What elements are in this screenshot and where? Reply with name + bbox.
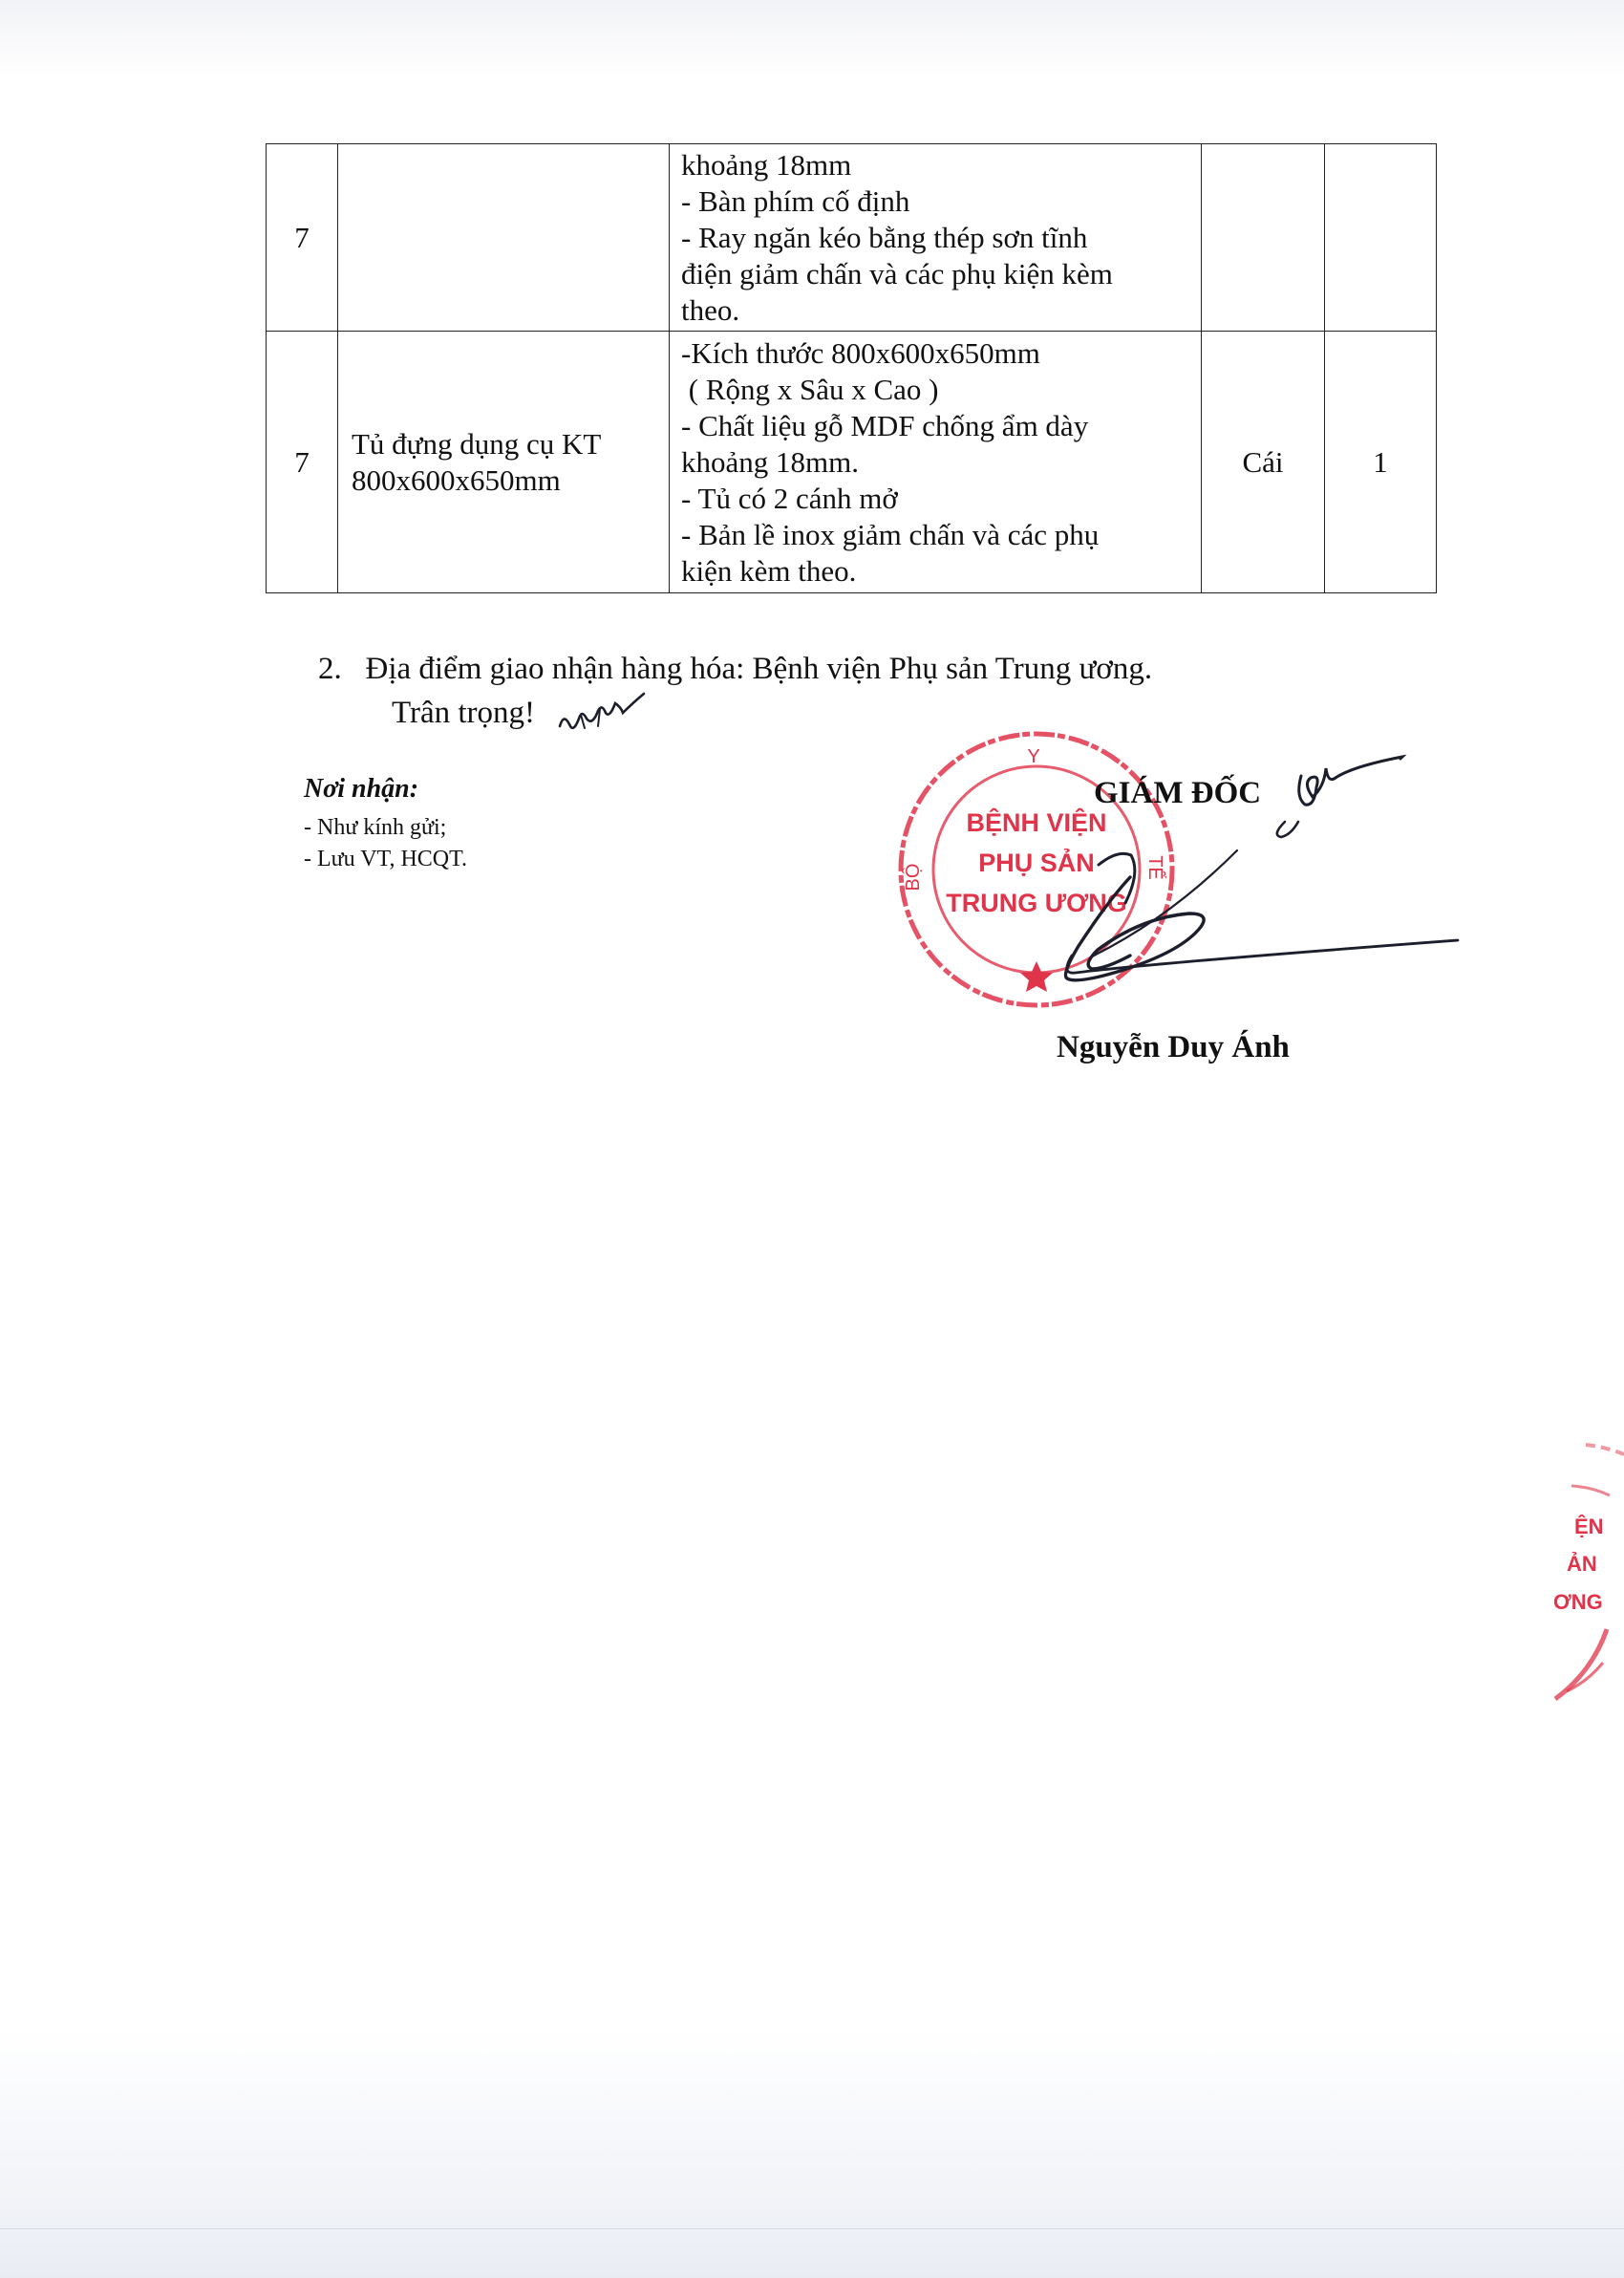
seal-line-2: PHỤ SẢN (978, 849, 1095, 877)
director-signature (1066, 757, 1459, 980)
seal-line-3: TRUNG ƯƠNG (946, 889, 1127, 917)
row-number-cell: 7 (267, 144, 338, 332)
recipient-item: - Lưu VT, HCQT. (304, 847, 467, 871)
spec-line: - Ray ngăn kéo bằng thép sơn tĩnh (681, 220, 1088, 254)
unit-cell: Cái (1202, 332, 1325, 593)
partial-seal-text: ƠNG (1553, 1590, 1603, 1614)
closing-regards: Trân trọng! (392, 696, 536, 730)
item-name-line: Tủ đựng dụng cụ KT (352, 426, 602, 461)
partial-seal-text: ỆN (1574, 1515, 1604, 1538)
recipient-item: - Như kính gửi; (304, 815, 447, 840)
quantity-cell: 1 (1325, 332, 1437, 593)
spec-line: kiện kèm theo. (681, 553, 857, 588)
row-number-cell: 7 (267, 332, 338, 593)
spec-line: - Tủ có 2 cánh mở (681, 481, 898, 515)
seal-top-letter: Y (1027, 746, 1040, 767)
seal-right-text: TẾ (1144, 855, 1165, 880)
seal-left-text: BỘ (903, 863, 924, 892)
director-title: GIÁM ĐỐC (1094, 776, 1262, 810)
spec-line: ( Rộng x Sâu x Cao ) (681, 372, 939, 406)
spec-line: khoảng 18mm. (681, 444, 859, 479)
spec-line: điện giảm chấn và các phụ kiện kèm (681, 256, 1113, 290)
seal-line-1: BỆNH VIỆN (966, 808, 1107, 837)
recipients-title: Nơi nhận: (304, 774, 419, 804)
spec-line: - Chất liệu gỗ MDF chống ẩm dày (681, 408, 1089, 442)
spec-line: -Kích thước 800x600x650mm (681, 335, 1040, 370)
spec-line: - Bản lề inox giảm chấn và các phụ (681, 517, 1100, 551)
partial-seal-text: ẢN (1567, 1552, 1597, 1576)
spec-line: theo. (681, 292, 740, 327)
spec-line: - Bàn phím cố định (681, 183, 910, 218)
spec-line: khoảng 18mm (681, 147, 852, 182)
signer-name: Nguyễn Duy Ánh (1057, 1030, 1290, 1064)
delivery-text: Địa điểm giao nhận hàng hóa: Bệnh viện Phụ sản Trung ương. (365, 652, 1153, 686)
item-name-line: 800x600x650mm (352, 462, 561, 497)
delivery-number: 2. (318, 652, 342, 686)
